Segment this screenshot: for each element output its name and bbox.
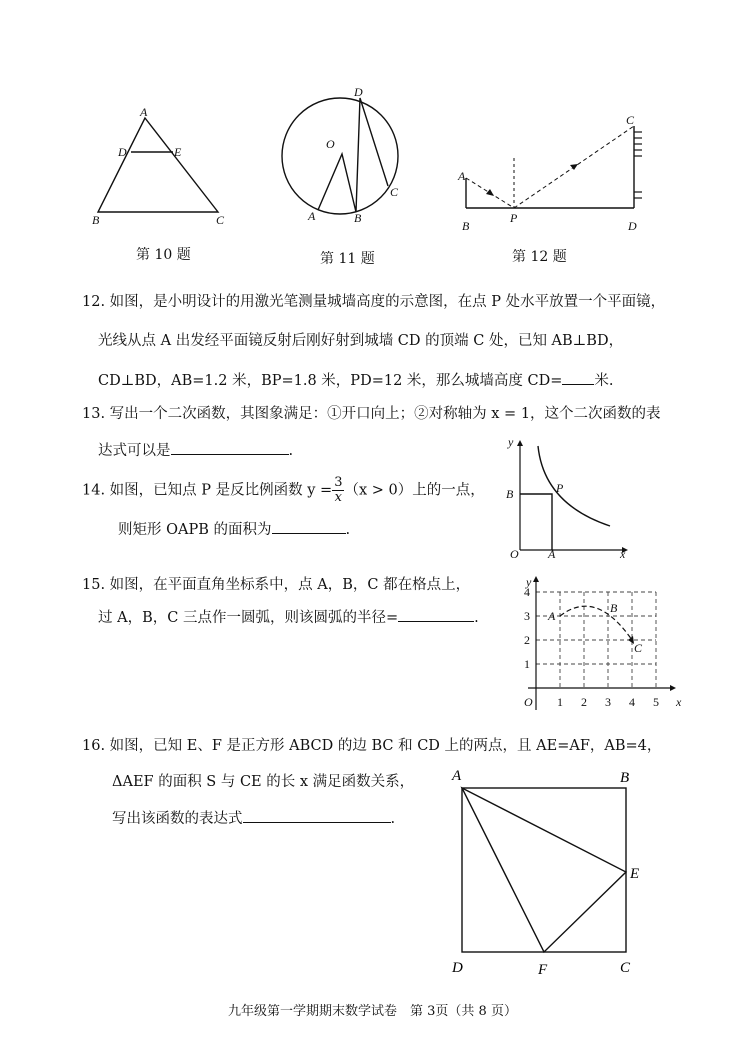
label-b: B [610, 601, 618, 615]
q14-answer-blank[interactable] [272, 519, 346, 534]
q12-line1: 12. 如图，是小明设计的用激光笔测量城墙高度的示意图，在点 P 处水平放置一个平面镜， [82, 294, 666, 310]
y-tick-2: 2 [524, 633, 530, 647]
q15-line2-text: 过 A，B，C 三点作一圆弧，则该圆弧的半径= [98, 610, 399, 626]
q16-line3-text: 写出该函数的表达式 [112, 811, 243, 827]
y-tick-1: 1 [524, 657, 530, 671]
label-c: C [390, 185, 399, 199]
label-a: A [548, 609, 556, 623]
label-c: C [620, 960, 631, 976]
wall-hatching [634, 132, 642, 198]
x-tick-2: 2 [581, 695, 587, 709]
label-a: A [548, 547, 556, 561]
figure-10-triangle [88, 104, 238, 228]
q15-coordinate-grid [506, 570, 684, 716]
x-tick-4: 4 [629, 695, 635, 709]
label-f: F [538, 962, 548, 978]
q14-fraction [332, 476, 344, 505]
q16-line3 [112, 808, 395, 829]
q14-line2-text: 则矩形 OAPB 的面积为 [118, 522, 272, 538]
q16-line3-end: . [390, 811, 396, 827]
angle-aob [318, 154, 356, 212]
q15-line1: 15. 如图，在平面直角坐标系中，点 A，B，C 都在格点上， [82, 577, 471, 593]
triangle-abc [98, 118, 218, 212]
q15-line2-end: . [474, 610, 479, 626]
q16-answer-blank[interactable] [243, 808, 391, 823]
q15-line2 [98, 607, 479, 628]
arc-abc [560, 606, 632, 640]
q14-line2-end: . [345, 522, 351, 538]
figure-11-circle [278, 86, 408, 226]
q12-line3-text: CD⊥BD，AB=1.2 米，BP=1.8 米，PD=12 米，那么城墙高度 CD= [98, 373, 563, 389]
y-axis-arrow [533, 576, 539, 582]
label-p: P [510, 211, 518, 225]
q12-answer-blank[interactable] [562, 370, 594, 385]
label-e: E [630, 866, 640, 882]
label-x: x [620, 547, 626, 561]
q14-line2 [118, 519, 350, 540]
figure-12-caption: 第 12 题 [512, 249, 567, 265]
q16-line1: 16. 如图，已知 E、F 是正方形 ABCD 的边 BC 和 CD 上的两点，且 AE=AF，AB=4， [82, 738, 662, 754]
figure-10-caption: 第 10 题 [136, 247, 191, 263]
label-a: A [452, 768, 462, 784]
label-b: B [462, 219, 470, 233]
hyperbola-curve [538, 446, 610, 526]
label-a: A [308, 209, 316, 223]
q14-line1 [82, 476, 485, 505]
label-c: C [634, 641, 643, 655]
x-tick-5: 5 [653, 695, 659, 709]
arrow-incident [486, 189, 494, 196]
square-abcd [462, 788, 626, 952]
q13-line2 [98, 440, 293, 461]
y-axis-arrow [517, 440, 523, 446]
label-p: P [556, 481, 564, 495]
label-x: x [676, 695, 682, 709]
y-tick-3: 3 [524, 609, 530, 623]
label-b: B [354, 211, 362, 225]
circle-o [282, 98, 398, 214]
label-o: O [326, 137, 335, 151]
label-y: y [526, 575, 532, 589]
label-o: O [524, 695, 533, 709]
y-tick-4: 4 [524, 585, 530, 599]
grid-lines [536, 592, 656, 688]
q13-line2-text: 达式可以是 [98, 443, 171, 459]
x-axis-arrow [670, 685, 676, 691]
label-y: y [508, 435, 514, 449]
triangle-aef [462, 788, 626, 952]
x-tick-3: 3 [605, 695, 611, 709]
q16-square-figure [440, 762, 656, 980]
q14-fraction-numerator: 3 [334, 475, 343, 490]
q13-line1: 13. 写出一个二次函数，其图象满足：①开口向上；②对称轴为 x = 1，这个二次函数的表 [82, 406, 661, 422]
label-c: C [216, 213, 225, 227]
label-a: A [140, 105, 148, 119]
page-footer: 九年级第一学期期末数学试卷 第 3页（共 8 页） [228, 1004, 517, 1019]
arrow-reflected [570, 164, 578, 170]
label-d: D [354, 86, 363, 99]
q12-line2: 光线从点 A 出发经平面镜反射后刚好射到城墙 CD 的顶端 C 处，已知 AB⊥BD， [98, 333, 624, 349]
q14-fraction-denominator: x [334, 490, 343, 505]
label-o: O [510, 547, 519, 561]
q14-graph [502, 434, 634, 564]
label-d: D [628, 219, 637, 233]
label-e: E [174, 145, 182, 159]
rectangle-oapb [520, 494, 552, 550]
label-b: B [506, 487, 514, 501]
q13-line2-end: . [288, 443, 294, 459]
x-tick-1: 1 [557, 695, 563, 709]
q14-prefix: 14. 如图，已知点 P 是反比例函数 y = [82, 482, 333, 499]
label-d: D [118, 145, 127, 159]
label-c: C [626, 113, 635, 127]
label-b: B [620, 770, 630, 786]
q14-suffix: （x > 0）上的一点， [344, 482, 485, 499]
label-a: A [458, 169, 466, 183]
label-b: B [92, 213, 100, 227]
q12-line3-end: 米. [594, 373, 614, 389]
figure-12-reflection [454, 112, 654, 236]
q16-line2: ΔAEF 的面积 S 与 CE 的长 x 满足函数关系， [112, 774, 415, 790]
q15-answer-blank[interactable] [398, 607, 474, 622]
figure-11-caption: 第 11 题 [320, 251, 375, 267]
q13-answer-blank[interactable] [171, 440, 289, 455]
q12-line3 [98, 370, 614, 391]
label-d: D [452, 960, 463, 976]
